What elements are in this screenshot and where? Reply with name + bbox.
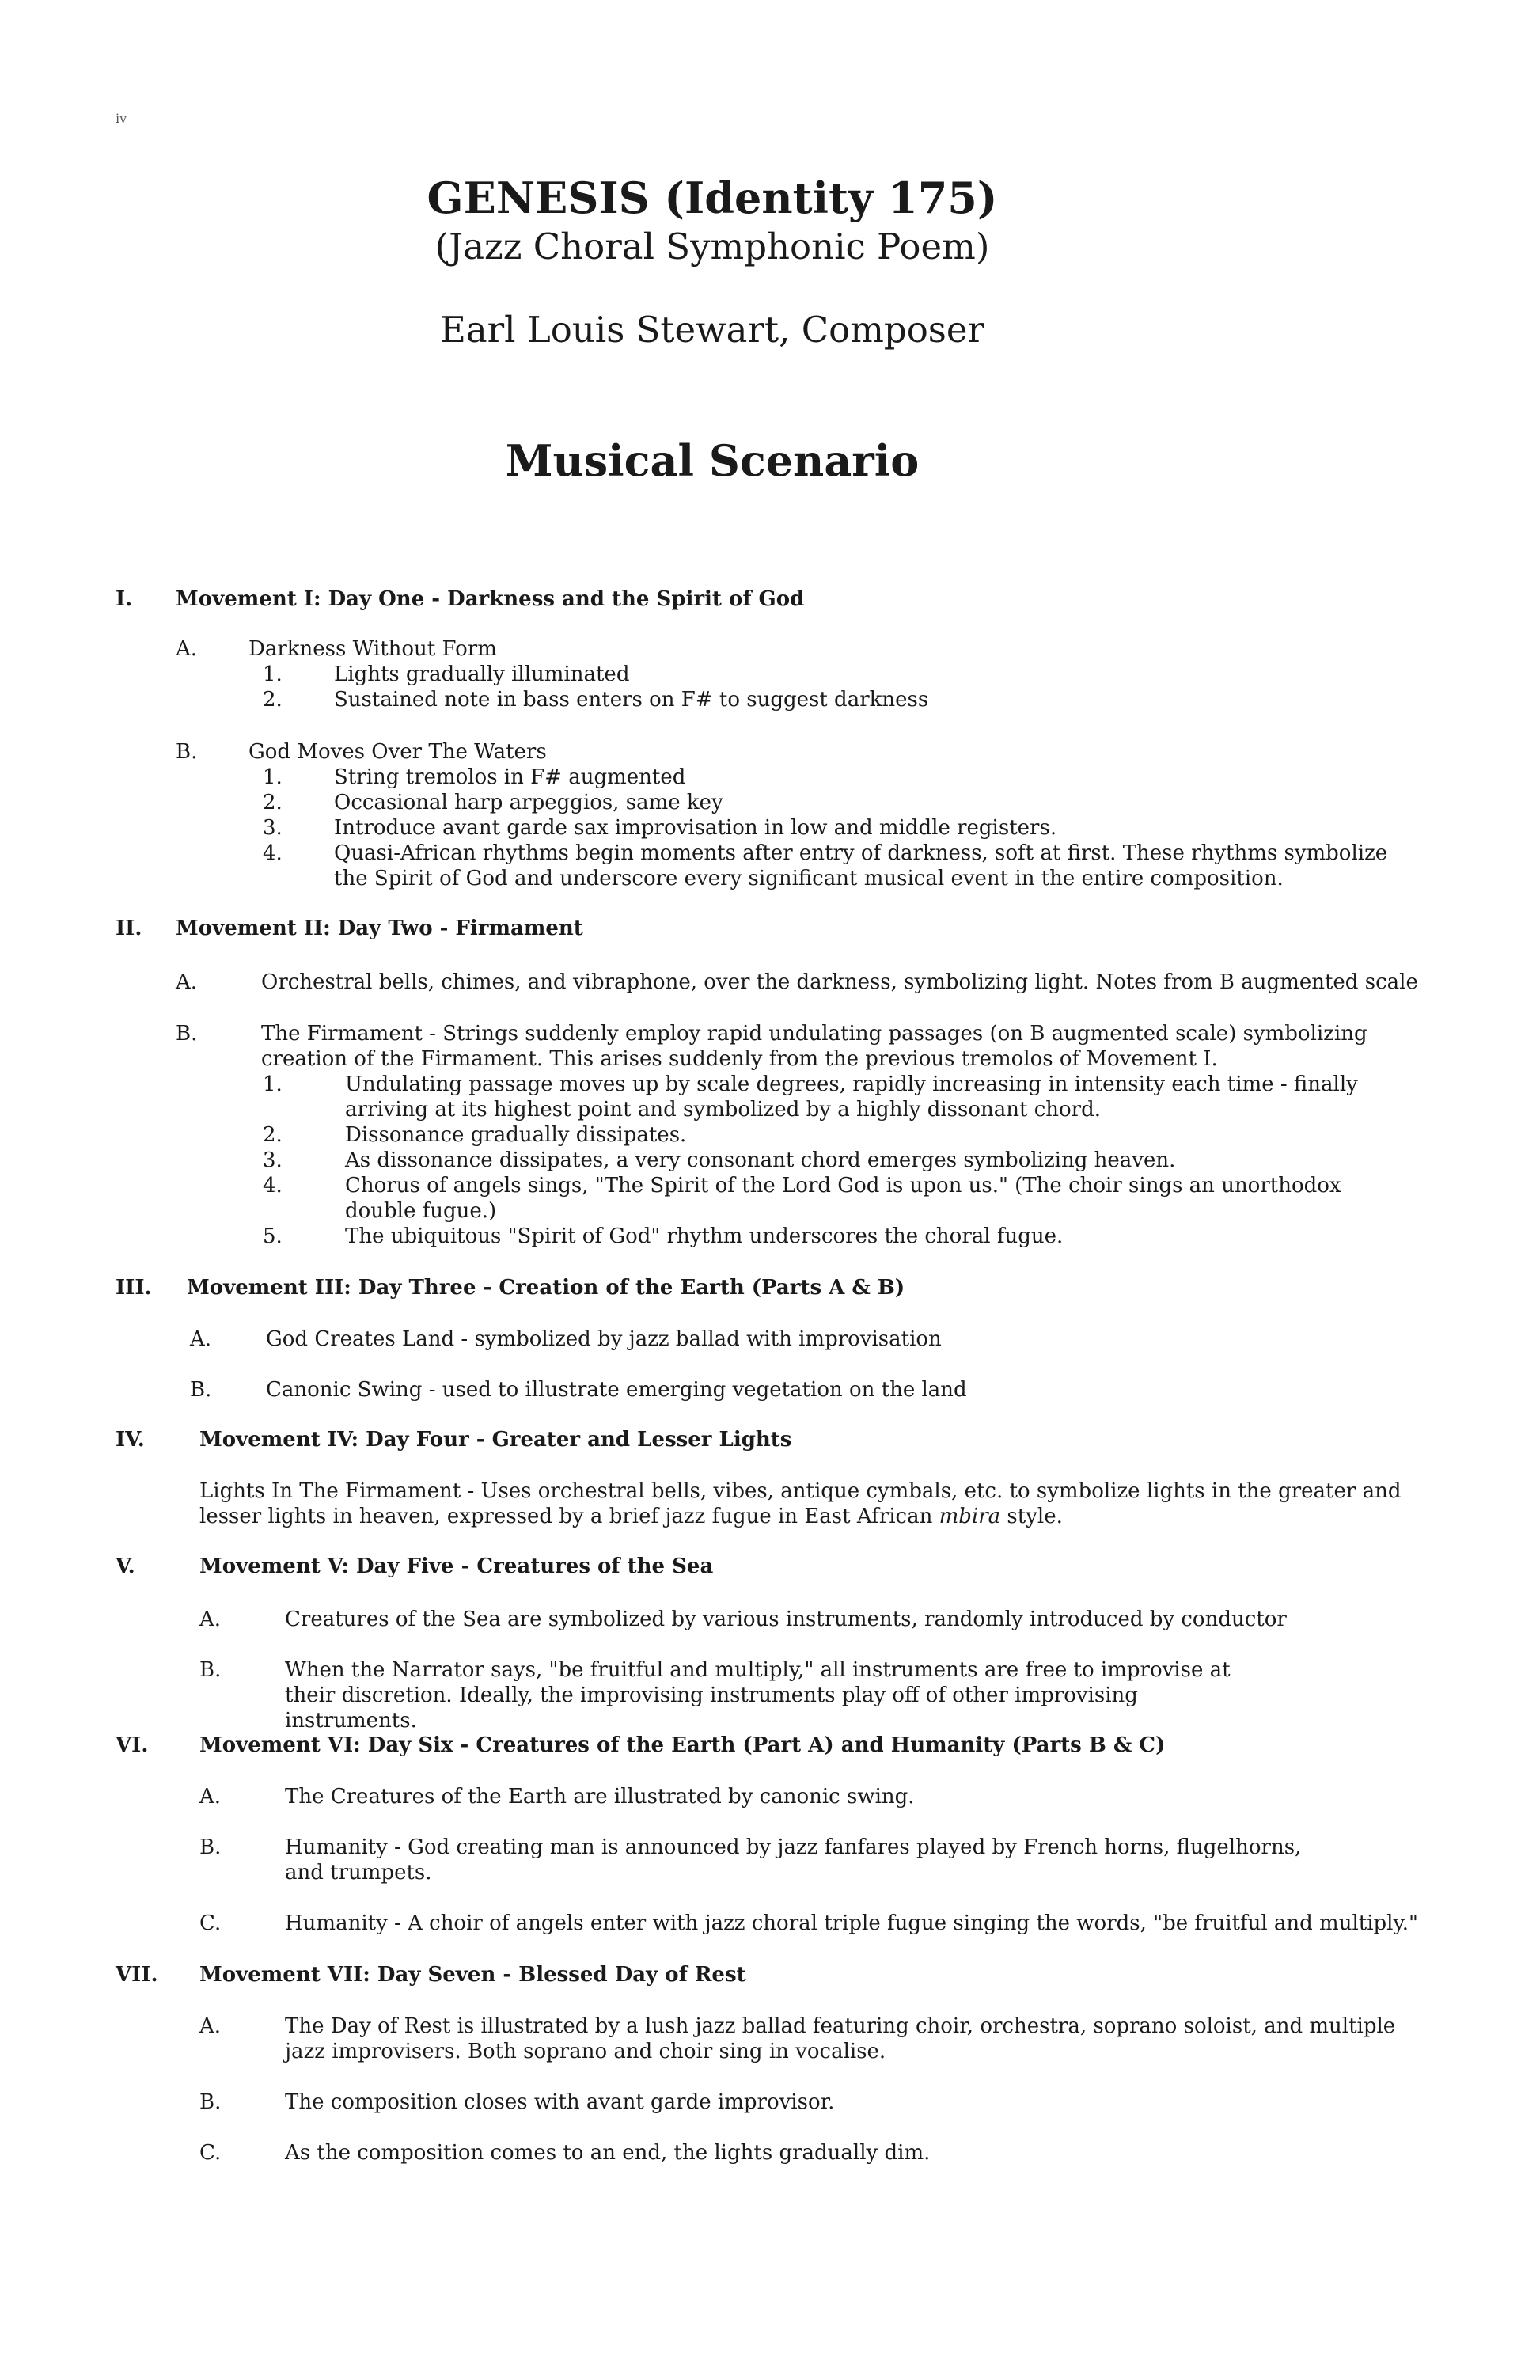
subitem-number: 3.: [263, 1148, 283, 1172]
item-text: God Moves Over The Waters: [248, 740, 547, 764]
item-label: A.: [199, 2014, 222, 2038]
movement-title: Movement VI: Day Six - Creatures of the Earth (Part A) and Humanity (Parts B & C): [199, 1733, 1166, 1757]
subitem-number: 1.: [263, 662, 283, 686]
item-text: Canonic Swing - used to illustrate emerging vegetation on the land: [266, 1378, 967, 1402]
item-text: Creatures of the Sea are symbolized by various instruments, randomly introduced by conductor: [285, 1608, 1287, 1631]
subitem-text: Quasi-African rhythms begin moments after entry of darkness, soft at first. These rhythms symbolize the Spirit of God and underscore every significant musical event in the entire composition.: [334, 841, 1388, 890]
item-label: A.: [199, 1785, 222, 1809]
movement-number: VI.: [116, 1733, 149, 1757]
movement-number: VII.: [116, 1963, 158, 1987]
subitem-text: Lights gradually illuminated: [334, 662, 630, 686]
item-label: B.: [199, 1658, 222, 1682]
item-text: When the Narrator says, "be fruitful and multiply," all instruments are free to improvise at their discretion. Ideally, the improvising instruments play off of other improvising instruments.: [285, 1658, 1231, 1733]
description-text-end: style.: [1000, 1505, 1063, 1528]
item-label: B.: [176, 1022, 198, 1046]
item-label: A.: [190, 1327, 212, 1351]
composer-line: Earl Louis Stewart, Composer: [439, 309, 985, 351]
subitem-text: As dissonance dissipates, a very consonant chord emerges symbolizing heaven.: [345, 1148, 1176, 1172]
movement-number: III.: [116, 1276, 152, 1300]
subitem-number: 4.: [263, 1174, 283, 1198]
item-label: A.: [199, 1608, 222, 1631]
movement-title: Movement III: Day Three - Creation of the Earth (Parts A & B): [187, 1276, 905, 1300]
item-text: As the composition comes to an end, the lights gradually dim.: [285, 2141, 931, 2165]
item-text: Humanity - God creating man is announced by jazz fanfares played by French horns, flugelhorns, and trumpets.: [285, 1835, 1302, 1885]
item-text: The Day of Rest is illustrated by a lush jazz ballad featuring choir, orchestra, soprano soloist, and multiple jazz improvisers. Both soprano and choir sing in vocalise.: [285, 2014, 1396, 2063]
item-label: A.: [176, 637, 198, 661]
subitem-text: Undulating passage moves up by scale degrees, rapidly increasing in intensity each time - finally arriving at its highest point and symbolized by a highly dissonant chord.: [345, 1072, 1358, 1122]
item-label: B.: [176, 740, 198, 764]
document-subtitle: (Jazz Choral Symphonic Poem): [434, 226, 990, 268]
movement-description: [199, 1478, 1410, 1529]
item-label: B.: [190, 1378, 212, 1402]
movement-title: Movement IV: Day Four - Greater and Lesser Lights: [199, 1428, 792, 1452]
item-label: B.: [199, 2090, 222, 2114]
subitem-number: 3.: [263, 816, 283, 840]
page-number: iv: [116, 111, 127, 126]
item-text: The Creatures of the Earth are illustrated by canonic swing.: [285, 1785, 915, 1809]
movement-title: Movement I: Day One - Darkness and the Spirit of God: [176, 587, 805, 611]
subitem-number: 1.: [263, 765, 283, 789]
subitem-text: String tremolos in F# augmented: [334, 765, 686, 789]
subitem-number: 2.: [263, 688, 283, 712]
subitem-number: 4.: [263, 841, 283, 865]
subitem-text: Sustained note in bass enters on F# to suggest darkness: [334, 688, 929, 712]
subitem-number: 5.: [263, 1224, 283, 1248]
subitem-number: 2.: [263, 791, 283, 814]
movement-number: IV.: [116, 1428, 145, 1452]
item-label: C.: [199, 2141, 222, 2165]
description-text: Lights In The Firmament - Uses orchestral bells, vibes, antique cymbals, etc. to symbolize lights in the greater and lesser lights in heaven, expressed by a brief jazz fugue in East African: [199, 1479, 1402, 1528]
subitem-number: 2.: [263, 1123, 283, 1147]
subitem-text: Introduce avant garde sax improvisation in low and middle registers.: [334, 816, 1057, 840]
item-text: The composition closes with avant garde improvisor.: [285, 2090, 835, 2114]
section-heading: Musical Scenario: [505, 435, 920, 486]
item-text: Darkness Without Form: [248, 637, 497, 661]
movement-number: V.: [116, 1554, 135, 1578]
item-label: C.: [199, 1911, 222, 1935]
subitem-text: The ubiquitous "Spirit of God" rhythm underscores the choral fugue.: [345, 1224, 1064, 1248]
item-text: The Firmament - Strings suddenly employ rapid undulating passages (on B augmented scale) symbolizing creation of the Firmament. This arises suddenly from the previous tremolos of Movement I.: [261, 1022, 1367, 1071]
item-text: Orchestral bells, chimes, and vibraphone, over the darkness, symbolizing light. Notes from B augmented scale: [261, 970, 1418, 994]
movement-title: Movement II: Day Two - Firmament: [176, 917, 583, 940]
item-label: A.: [176, 970, 198, 994]
subitem-text: Dissonance gradually dissipates.: [345, 1123, 687, 1147]
description-emphasis: mbira: [939, 1505, 1001, 1528]
document-title: GENESIS (Identity 175): [427, 173, 998, 223]
item-text: Humanity - A choir of angels enter with jazz choral triple fugue singing the words, "be fruitful and multiply.": [285, 1911, 1418, 1935]
subitem-text: Chorus of angels sings, "The Spirit of the Lord God is upon us." (The choir sings an unorthodox double fugue.): [345, 1174, 1341, 1223]
item-label: B.: [199, 1835, 222, 1859]
movement-number: II.: [116, 917, 142, 940]
subitem-number: 1.: [263, 1072, 283, 1096]
movement-title: Movement VII: Day Seven - Blessed Day of Rest: [199, 1963, 746, 1987]
movement-title: Movement V: Day Five - Creatures of the Sea: [199, 1554, 714, 1578]
movement-number: I.: [116, 587, 133, 611]
subitem-text: Occasional harp arpeggios, same key: [334, 791, 723, 814]
item-text: God Creates Land - symbolized by jazz ballad with improvisation: [266, 1327, 942, 1351]
